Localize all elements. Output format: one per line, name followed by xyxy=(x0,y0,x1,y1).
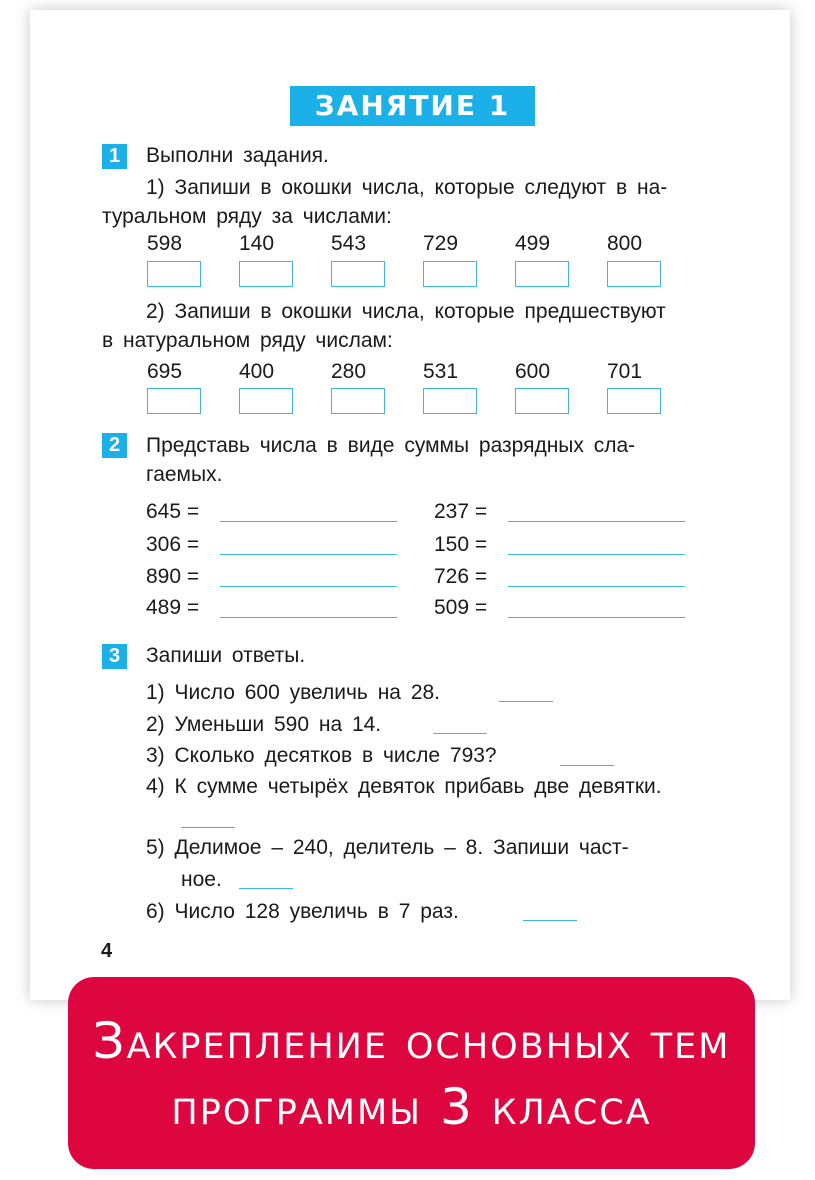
t1p2-number: 600 xyxy=(515,360,551,383)
task-3-item-3: 3) Сколько десятков в числе 793? xyxy=(146,744,497,767)
task-3-item-6: 6) Число 128 увеличь в 7 раз. xyxy=(146,900,459,923)
answer-line[interactable] xyxy=(508,521,685,522)
answer-box[interactable] xyxy=(331,261,385,287)
t1p2-number: 280 xyxy=(331,360,367,383)
sum-expression: 645 = xyxy=(146,500,200,523)
answer-box[interactable] xyxy=(423,388,477,414)
task-3-item-1: 1) Число 600 увеличь на 28. xyxy=(146,681,441,704)
task-1-part1-line1: 1) Запиши в окошки числа, которые следуют в на- xyxy=(146,176,668,199)
t1p2-number: 695 xyxy=(147,360,183,383)
t1p1-number: 729 xyxy=(423,232,459,255)
lesson-title: ЗАНЯТИЕ 1 xyxy=(290,86,535,126)
answer-box[interactable] xyxy=(515,261,569,287)
answer-box[interactable] xyxy=(607,261,661,287)
answer-box[interactable] xyxy=(515,388,569,414)
t1p1-number: 800 xyxy=(607,232,643,255)
sum-expression: 150 = xyxy=(434,533,488,556)
task-3-item-4: 4) К сумме четырёх девяток прибавь две девятки. xyxy=(146,775,662,798)
task-1-part2-line1: 2) Запиши в окошки числа, которые предшествуют xyxy=(146,300,666,323)
answer-line[interactable] xyxy=(181,827,235,828)
page-number: 4 xyxy=(101,940,113,962)
task-3-item-5: 5) Делимое – 240, делитель – 8. Запиши част- xyxy=(146,836,629,859)
task-1-heading: Выполни задания. xyxy=(146,144,329,167)
answer-line[interactable] xyxy=(220,554,397,555)
answer-line[interactable] xyxy=(508,586,685,587)
banner-line-1: Закрепление основных тем xyxy=(92,1012,731,1070)
answer-line[interactable] xyxy=(220,617,397,618)
task-2-heading-line2: гаемых. xyxy=(146,463,223,486)
answer-box[interactable] xyxy=(239,261,293,287)
task-2-heading-line1: Представь числа в виде суммы разрядных сла- xyxy=(146,434,636,457)
answer-box[interactable] xyxy=(239,388,293,414)
sum-expression: 726 = xyxy=(434,565,488,588)
answer-box[interactable] xyxy=(147,261,201,287)
task-1-number: 1 xyxy=(102,144,127,169)
task-3-number: 3 xyxy=(102,644,127,669)
answer-line[interactable] xyxy=(220,521,397,522)
sum-expression: 306 = xyxy=(146,533,200,556)
t1p2-number: 400 xyxy=(239,360,275,383)
sum-expression: 890 = xyxy=(146,565,200,588)
answer-line[interactable] xyxy=(523,920,577,921)
t1p1-number: 543 xyxy=(331,232,367,255)
task-3-item-5-cont: ное. xyxy=(181,868,222,891)
sum-expression: 509 = xyxy=(434,596,488,619)
t1p1-number: 499 xyxy=(515,232,551,255)
answer-line[interactable] xyxy=(499,701,553,702)
banner-line-2: программы 3 класса xyxy=(171,1078,652,1136)
task-3-item-2: 2) Уменьши 590 на 14. xyxy=(146,713,382,736)
t1p2-number: 531 xyxy=(423,360,459,383)
t1p1-number: 140 xyxy=(239,232,275,255)
t1p2-number: 701 xyxy=(607,360,643,383)
answer-box[interactable] xyxy=(331,388,385,414)
answer-line[interactable] xyxy=(433,733,487,734)
task-1-part1-line2: туральном ряду за числами: xyxy=(102,205,392,228)
answer-line[interactable] xyxy=(239,888,293,889)
answer-box[interactable] xyxy=(147,388,201,414)
answer-line[interactable] xyxy=(560,765,614,766)
t1p1-number: 598 xyxy=(147,232,183,255)
answer-box[interactable] xyxy=(607,388,661,414)
sum-expression: 237 = xyxy=(434,500,488,523)
sum-expression: 489 = xyxy=(146,596,200,619)
promo-banner xyxy=(68,977,755,1169)
task-1-part2-line2: в натуральном ряду числам: xyxy=(102,329,393,352)
answer-line[interactable] xyxy=(220,586,397,587)
answer-line[interactable] xyxy=(508,554,685,555)
task-2-number: 2 xyxy=(102,433,127,458)
answer-box[interactable] xyxy=(423,261,477,287)
answer-line[interactable] xyxy=(508,617,685,618)
task-3-heading: Запиши ответы. xyxy=(146,644,306,667)
